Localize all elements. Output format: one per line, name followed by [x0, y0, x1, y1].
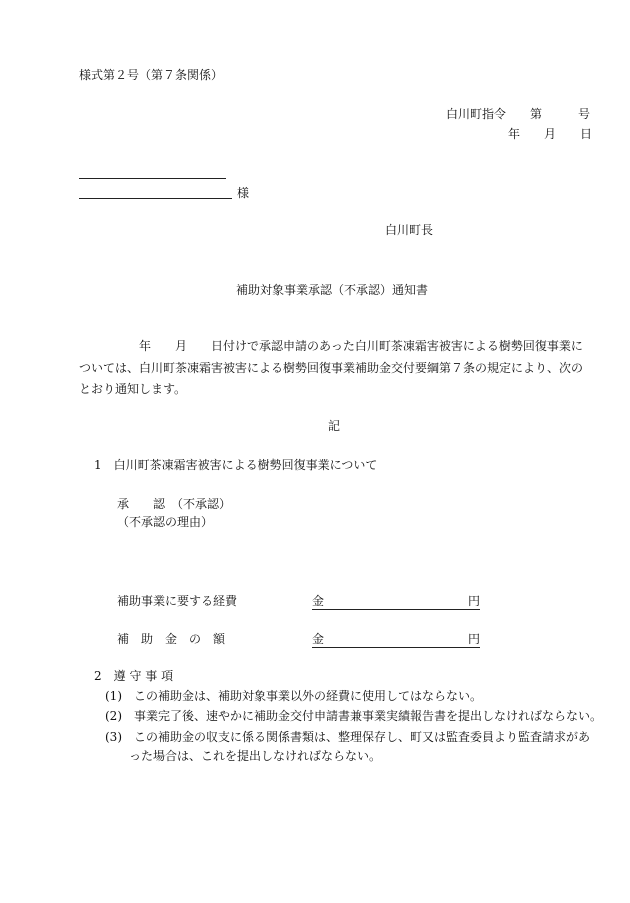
issuer-reference: 白川町指令 第 号 [446, 107, 591, 121]
document-title: 補助対象事業承認（不承認）通知書 [236, 283, 429, 297]
compliance-item-2: (2) 事業完了後、速やかに補助金交付申請書兼事業実績報告書を提出しなければならない。 [105, 709, 603, 723]
section2-heading: 2 遵 守 事 項 [94, 669, 174, 683]
body-line-2: ついては、白川町茶凍霜害被害による樹勢回復事業補助金交付要綱第７条の規定により、次の [79, 361, 584, 375]
cost-label: 補助事業に要する経費 [117, 594, 238, 608]
approval-status: 承 認 （不承認） [117, 497, 232, 511]
sender: 白川町長 [385, 223, 434, 237]
body-line-1: 年 月 日付けで承認申請のあった白川町茶凍霜害被害による樹勢回復事業に [79, 339, 583, 353]
issue-date: 年 月 日 [508, 127, 593, 141]
compliance-item-1: (1) この補助金は、補助対象事業以外の経費に使用してはならない。 [105, 689, 483, 703]
compliance-item-3-continued: った場合は、これを提出しなければならない。 [105, 749, 382, 763]
grant-amount: 金 円 [312, 632, 481, 646]
grant-label: 補 助 金 の 額 [117, 632, 226, 646]
form-number: 様式第２号（第７条関係） [79, 68, 224, 82]
recipient-suffix: 様 [237, 186, 250, 200]
cost-amount: 金 円 [312, 594, 481, 608]
ki-heading: 記 [328, 419, 341, 433]
section1-heading: 1 白川町茶凍霜害被害による樹勢回復事業について [94, 458, 378, 472]
recipient-line-1 [79, 178, 226, 179]
compliance-item-3: (3) この補助金の収支に係る関係書類は、整理保存し、町又は監査委員より監査請求があ [105, 730, 591, 744]
recipient-line-2 [79, 198, 232, 199]
body-line-3: とおり通知します。 [79, 382, 187, 396]
rejection-reason-label: （不承認の理由） [117, 515, 214, 529]
